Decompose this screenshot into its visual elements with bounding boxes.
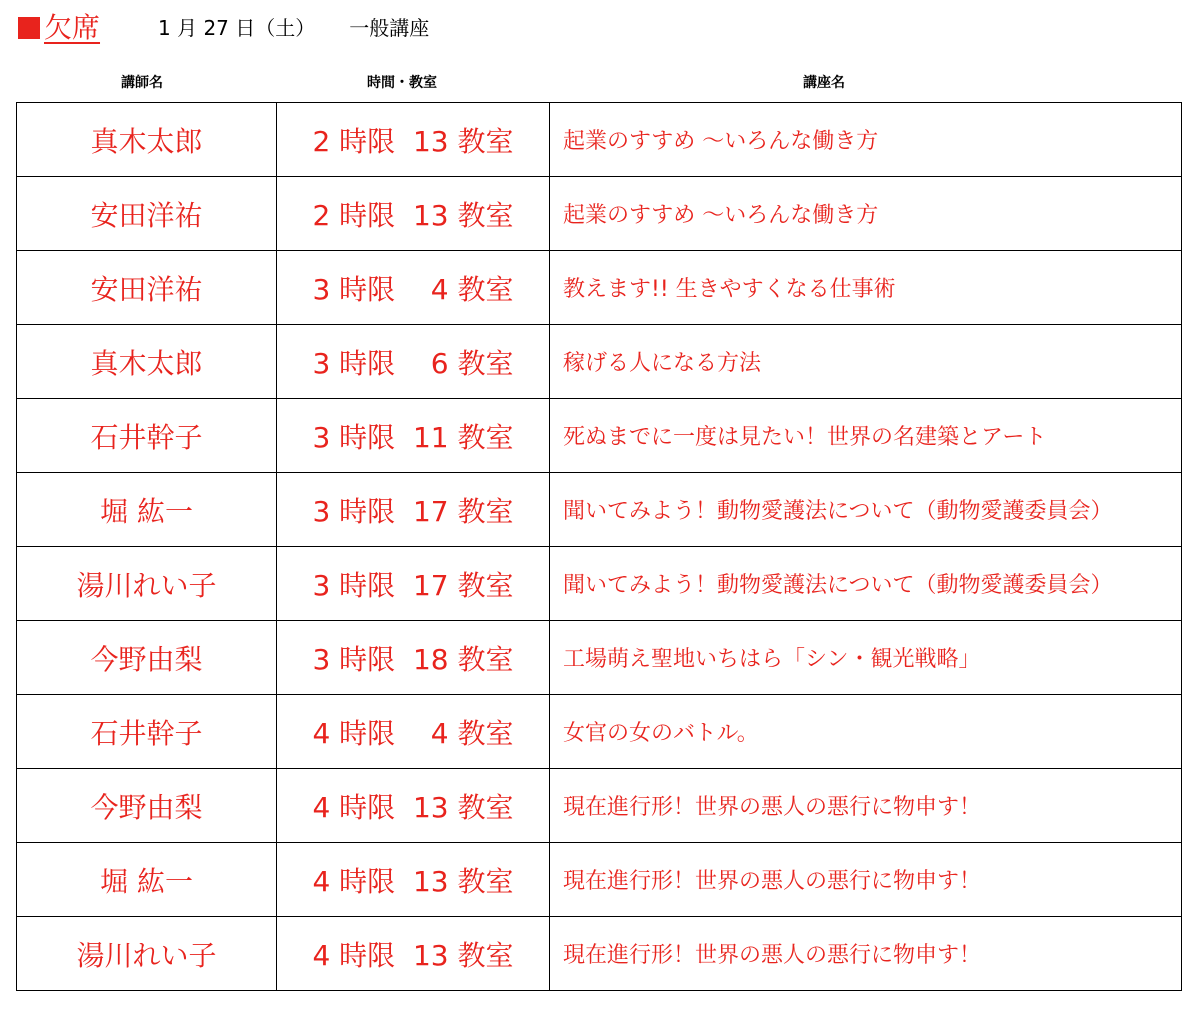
table-row: [17, 547, 1182, 621]
time-room-cell: 4 時限 4 教室: [277, 695, 550, 769]
column-header-instructor: 講師名: [121, 75, 163, 91]
instructor-cell: 堀 紘一: [17, 473, 277, 547]
absence-table: [16, 102, 1182, 991]
table-row: [17, 917, 1182, 991]
table-row: [17, 325, 1182, 399]
course-cell: 起業のすすめ ～いろんな働き方: [550, 177, 1182, 251]
time-room-cell: 3 時限 18 教室: [277, 621, 550, 695]
instructor-cell: 石井幹子: [17, 695, 277, 769]
red-square-icon: [18, 17, 40, 39]
instructor-cell: 湯川れい子: [17, 547, 277, 621]
instructor-cell: 真木太郎: [17, 325, 277, 399]
course-cell: 稼げる人になる方法: [550, 325, 1182, 399]
table-row: [17, 473, 1182, 547]
time-room-cell: 3 時限 6 教室: [277, 325, 550, 399]
time-room-cell: 4 時限 13 教室: [277, 769, 550, 843]
instructor-cell: 今野由梨: [17, 769, 277, 843]
status-title: 欠席: [44, 11, 101, 44]
time-room-cell: 3 時限 4 教室: [277, 251, 550, 325]
time-room-cell: 3 時限 11 教室: [277, 399, 550, 473]
course-cell: 死ぬまでに一度は見たい！世界の名建築とアート: [550, 399, 1182, 473]
course-cell: 工場萌え聖地いちはら「シン・観光戦略」: [550, 621, 1182, 695]
column-header-course: 講座名: [803, 75, 845, 91]
course-cell: 教えます!! 生きやすくなる仕事術: [550, 251, 1182, 325]
instructor-cell: 石井幹子: [17, 399, 277, 473]
table-row: [17, 695, 1182, 769]
column-header-time-room: 時間・教室: [367, 75, 437, 91]
table-row: [17, 251, 1182, 325]
instructor-cell: 堀 紘一: [17, 843, 277, 917]
instructor-cell: 安田洋祐: [17, 251, 277, 325]
course-cell: 現在進行形！世界の悪人の悪行に物申す！: [550, 917, 1182, 991]
table-row: [17, 621, 1182, 695]
time-room-cell: 2 時限 13 教室: [277, 103, 550, 177]
instructor-cell: 安田洋祐: [17, 177, 277, 251]
time-room-cell: 3 時限 17 教室: [277, 547, 550, 621]
date-label: 1 月 27 日（土）: [158, 16, 316, 40]
course-cell: 女官の女のバトル。: [550, 695, 1182, 769]
table-row: [17, 399, 1182, 473]
time-room-cell: 2 時限 13 教室: [277, 177, 550, 251]
instructor-cell: 今野由梨: [17, 621, 277, 695]
page-header: [18, 10, 429, 46]
instructor-cell: 真木太郎: [17, 103, 277, 177]
table-row: [17, 103, 1182, 177]
time-room-cell: 4 時限 13 教室: [277, 843, 550, 917]
course-type-label: 一般講座: [349, 16, 430, 40]
course-cell: 起業のすすめ ～いろんな働き方: [550, 103, 1182, 177]
time-room-cell: 3 時限 17 教室: [277, 473, 550, 547]
table-row: [17, 177, 1182, 251]
table-row: [17, 843, 1182, 917]
course-cell: 現在進行形！世界の悪人の悪行に物申す！: [550, 843, 1182, 917]
time-room-cell: 4 時限 13 教室: [277, 917, 550, 991]
instructor-cell: 湯川れい子: [17, 917, 277, 991]
course-cell: 聞いてみよう！動物愛護法について（動物愛護委員会）: [550, 547, 1182, 621]
course-cell: 聞いてみよう！動物愛護法について（動物愛護委員会）: [550, 473, 1182, 547]
table-row: [17, 769, 1182, 843]
table-body: [17, 103, 1182, 991]
course-cell: 現在進行形！世界の悪人の悪行に物申す！: [550, 769, 1182, 843]
column-headers: [16, 72, 1182, 94]
